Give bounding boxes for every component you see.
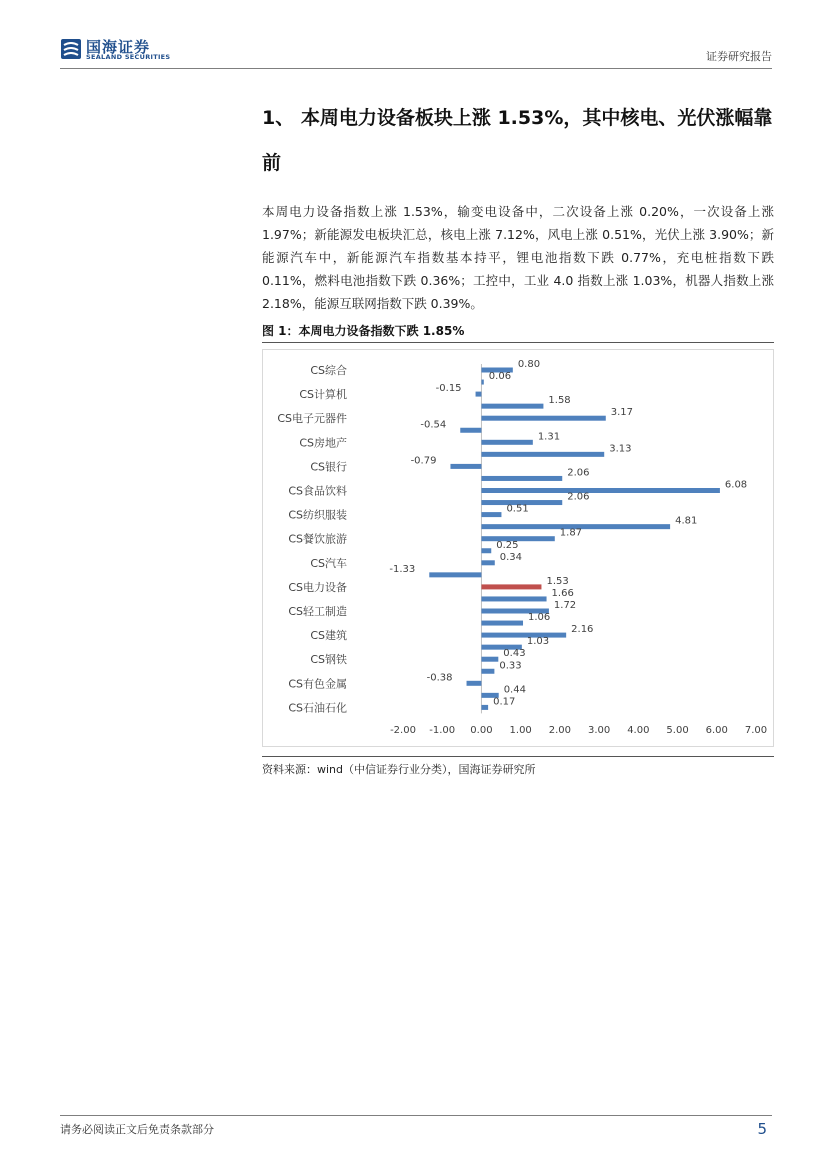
bar-chart-svg <box>262 349 774 747</box>
data-label: 1.72 <box>553 600 577 611</box>
bar <box>481 548 491 553</box>
x-tick-label: 3.00 <box>587 725 611 736</box>
data-label: 2.06 <box>567 467 590 479</box>
category-label: CS电子元器件 <box>277 412 347 426</box>
data-label: 1.03 <box>526 636 550 648</box>
bar <box>481 669 494 674</box>
data-label: 1.31 <box>537 431 561 443</box>
data-label: 0.43 <box>503 648 526 660</box>
data-label: -0.54 <box>420 419 447 431</box>
bar <box>481 452 604 457</box>
x-tick-label: -2.00 <box>390 725 416 736</box>
x-tick-label: 1.00 <box>509 725 532 736</box>
data-label: 1.53 <box>546 575 569 587</box>
body-paragraph: 本周电力设备指数上涨 1.53%，输变电设备中，二次设备上涨 0.20%，一次设备上涨 1.97%；新能源发电板块汇总，核电上涨 7.12%，风电上涨 0.51%，光伏上涨 3.90%；新能源汽车中，新能源汽车指数基本持平，锂电池指数下跌 0.77%，充电桩指数下跌 0.11%，燃料电池指数下跌 0.36%；工控中，工业 4.0 指数上涨 1.03%，机器人指数上涨 2.18%，能源互联网指数下跌 0.39%。 <box>262 204 774 311</box>
bar <box>460 428 481 433</box>
company-logo <box>60 36 240 66</box>
bar <box>429 572 481 577</box>
bar <box>481 657 498 662</box>
bar <box>481 404 543 409</box>
logo-chinese-name: 国海证券 <box>86 38 151 56</box>
bar <box>481 512 501 517</box>
bar <box>476 392 482 397</box>
data-label: 4.81 <box>675 515 698 527</box>
category-label: CS电力设备 <box>288 580 347 594</box>
category-label: CS房地产 <box>299 436 347 450</box>
x-tick-label: 6.00 <box>705 725 728 736</box>
data-label: 0.80 <box>517 359 541 370</box>
header-divider <box>60 68 772 69</box>
category-label: CS石油石化 <box>288 701 347 715</box>
data-label: 1.06 <box>528 612 551 624</box>
bar <box>450 464 481 469</box>
data-label: 1.58 <box>548 395 571 407</box>
sealand-logo-icon <box>60 38 82 60</box>
category-label: CS轻工制造 <box>288 605 347 618</box>
bar <box>481 621 523 626</box>
x-tick-label: 4.00 <box>627 725 650 736</box>
section-title: 1、 本周电力设备板块上涨 1.53%，其中核电、光伏涨幅靠前 <box>262 107 773 174</box>
category-label: CS食品饮料 <box>288 484 347 498</box>
figure-bottom-rule <box>262 756 774 757</box>
page-number: 5 <box>757 1120 767 1138</box>
bar <box>481 633 566 638</box>
bar <box>481 560 494 565</box>
figure-source: 资料来源：wind（中信证券行业分类），国海证券研究所 <box>262 763 536 776</box>
data-label: 6.08 <box>724 479 748 491</box>
footer-divider <box>60 1115 772 1116</box>
bar <box>481 596 546 601</box>
x-tick-label: -1.00 <box>429 725 456 736</box>
data-label: 0.25 <box>496 539 519 551</box>
bar <box>481 416 605 421</box>
data-label: 0.06 <box>488 371 512 383</box>
x-tick-label: 2.00 <box>548 725 572 736</box>
data-label: 0.33 <box>499 660 522 672</box>
data-label: 1.66 <box>551 587 574 599</box>
x-tick-label: 0.00 <box>470 725 493 736</box>
bar <box>481 705 488 710</box>
bar <box>481 440 532 445</box>
report-type: 证券研究报告 <box>706 50 772 63</box>
category-label: CS银行 <box>310 460 347 474</box>
data-label: 2.06 <box>567 491 590 503</box>
category-label: CS餐饮旅游 <box>288 532 347 546</box>
footer-disclaimer: 请务必阅读正文后免责条款部分 <box>60 1123 214 1136</box>
data-label: 1.87 <box>559 527 583 539</box>
data-label: 3.13 <box>609 443 632 455</box>
category-label: CS钢铁 <box>310 653 347 667</box>
data-label: 0.17 <box>493 696 516 708</box>
bar <box>467 681 482 686</box>
data-label: -1.33 <box>389 563 416 575</box>
data-label: 3.17 <box>610 407 634 419</box>
data-label: 0.44 <box>503 684 526 696</box>
category-label: CS有色金属 <box>288 677 347 691</box>
category-label: CS建筑 <box>310 629 347 643</box>
data-label: -0.15 <box>435 383 462 395</box>
bar <box>481 488 719 493</box>
page-header <box>60 36 772 66</box>
data-label: 0.34 <box>499 551 523 563</box>
data-label: 0.51 <box>506 503 529 515</box>
logo-english-name: SEALAND SECURITIES <box>86 53 171 61</box>
x-tick-label: 5.00 <box>666 725 689 736</box>
data-label: -0.38 <box>426 672 453 684</box>
bar <box>481 476 562 481</box>
data-label: -0.79 <box>410 455 437 467</box>
category-label: CS纺织服装 <box>288 508 347 522</box>
category-label: CS计算机 <box>299 388 347 402</box>
bar <box>481 380 483 385</box>
figure-title: 图 1：本周电力设备指数下跌 1.85% <box>262 324 465 338</box>
bar-chart <box>262 349 774 747</box>
category-label: CS汽车 <box>310 556 347 570</box>
figure-top-rule <box>262 342 774 343</box>
category-label: CS综合 <box>310 364 347 377</box>
data-label: 2.16 <box>571 624 594 636</box>
x-tick-label: 7.00 <box>744 725 768 736</box>
bar <box>481 584 541 589</box>
